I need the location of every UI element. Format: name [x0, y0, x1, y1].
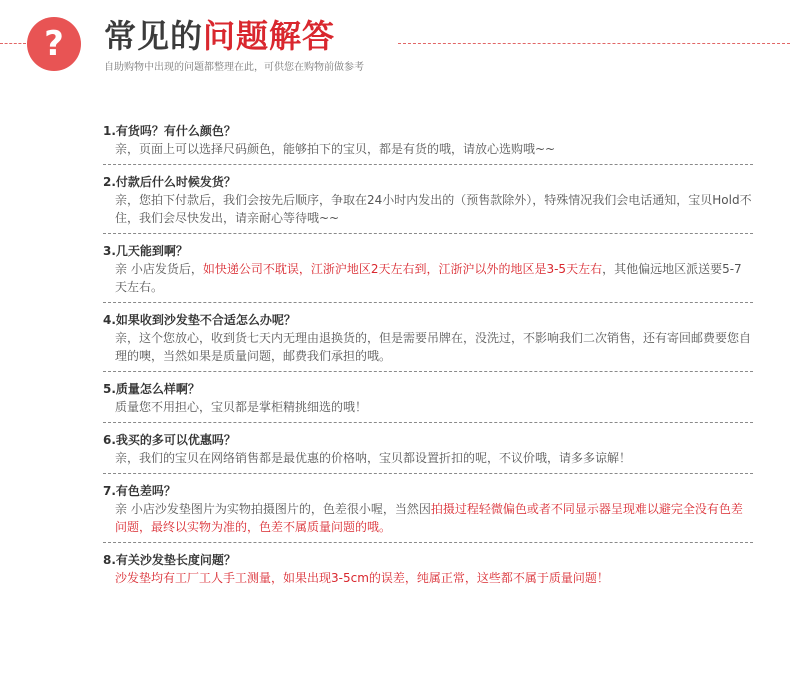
header-divider-left — [0, 43, 26, 44]
faq-answer — [103, 500, 753, 536]
title-red-part: 问题解答 — [203, 17, 336, 55]
faq-answer — [103, 140, 753, 158]
faq-item — [103, 173, 753, 234]
faq-list — [103, 122, 753, 601]
faq-item — [103, 482, 753, 543]
page-subtitle: 自助购物中出现的问题都整理在此，可供您在购物前做参考 — [104, 62, 364, 73]
answer-highlight-text: 沙发垫均有工厂工人手工测量，如果出现3-5cm的误差，纯属正常，这些都不属于质量问题！ — [115, 571, 609, 585]
faq-item — [103, 311, 753, 372]
answer-text: 亲 小店发货后， — [115, 262, 203, 276]
faq-item — [103, 122, 753, 165]
faq-answer — [103, 191, 753, 227]
faq-answer — [103, 569, 753, 587]
faq-answer — [103, 449, 753, 467]
answer-text: ，其他偏远地区派送要5-7天左右。 — [115, 262, 742, 294]
faq-question: 1.有货吗？有什么颜色？ — [103, 124, 236, 138]
page-title — [104, 14, 335, 58]
faq-item — [103, 242, 753, 303]
title-dark-part: 常见的 — [104, 17, 204, 55]
question-mark-icon: ? — [27, 17, 81, 71]
faq-question: 2.付款后什么时候发货？ — [103, 175, 236, 189]
faq-question: 5.质量怎么样啊？ — [103, 382, 200, 396]
answer-text: 亲，这个您放心，收到货七天内无理由退换货的，但是需要吊牌在，没洗过，不影响我们二次销售，还有寄回邮费要您自理的噢，当然如果是质量问题，邮费我们承担的哦。 — [115, 331, 752, 363]
faq-answer — [103, 260, 753, 296]
answer-text: 亲，我们的宝贝在网络销售都是最优惠的价格呐，宝贝都设置折扣的呢，不议价哦，请多多谅解！ — [115, 451, 632, 465]
answer-text: 亲，您拍下付款后，我们会按先后顺序，争取在24小时内发出的（预售款除外），特殊情况我们会电话通知，宝贝Hold不住，我们会尽快发出，请亲耐心等待哦~~ — [115, 193, 752, 225]
faq-question: 3.几天能到啊？ — [103, 244, 188, 258]
answer-highlight-text: 如快递公司不耽误，江浙沪地区2天左右到，江浙沪以外的地区是3-5天左右 — [202, 262, 603, 276]
faq-item — [103, 431, 753, 474]
faq-answer — [103, 329, 753, 365]
answer-text: 质量您不用担心，宝贝都是掌柜精挑细选的哦！ — [115, 400, 368, 414]
faq-question: 4.如果收到沙发垫不合适怎么办呢？ — [103, 313, 296, 327]
faq-answer — [103, 398, 753, 416]
faq-item — [103, 380, 753, 423]
answer-highlight-text: 拍摄过程轻微偏色或者不同显示器呈现难以避完全没有色差问题，最终以实物为准的，色差不属质量问题的哦。 — [115, 502, 743, 534]
answer-text: 亲 小店沙发垫图片为实物拍摄图片的，色差很小喔，当然因 — [115, 502, 431, 516]
answer-text: 亲，页面上可以选择尺码颜色，能够拍下的宝贝，都是有货的哦，请放心选购哦~~ — [115, 142, 556, 156]
header-divider-right — [398, 43, 790, 44]
faq-question: 8.有关沙发垫长度问题？ — [103, 553, 236, 567]
faq-question: 7.有色差吗？ — [103, 484, 176, 498]
faq-item — [103, 551, 753, 593]
faq-question: 6.我买的多可以优惠吗？ — [103, 433, 236, 447]
